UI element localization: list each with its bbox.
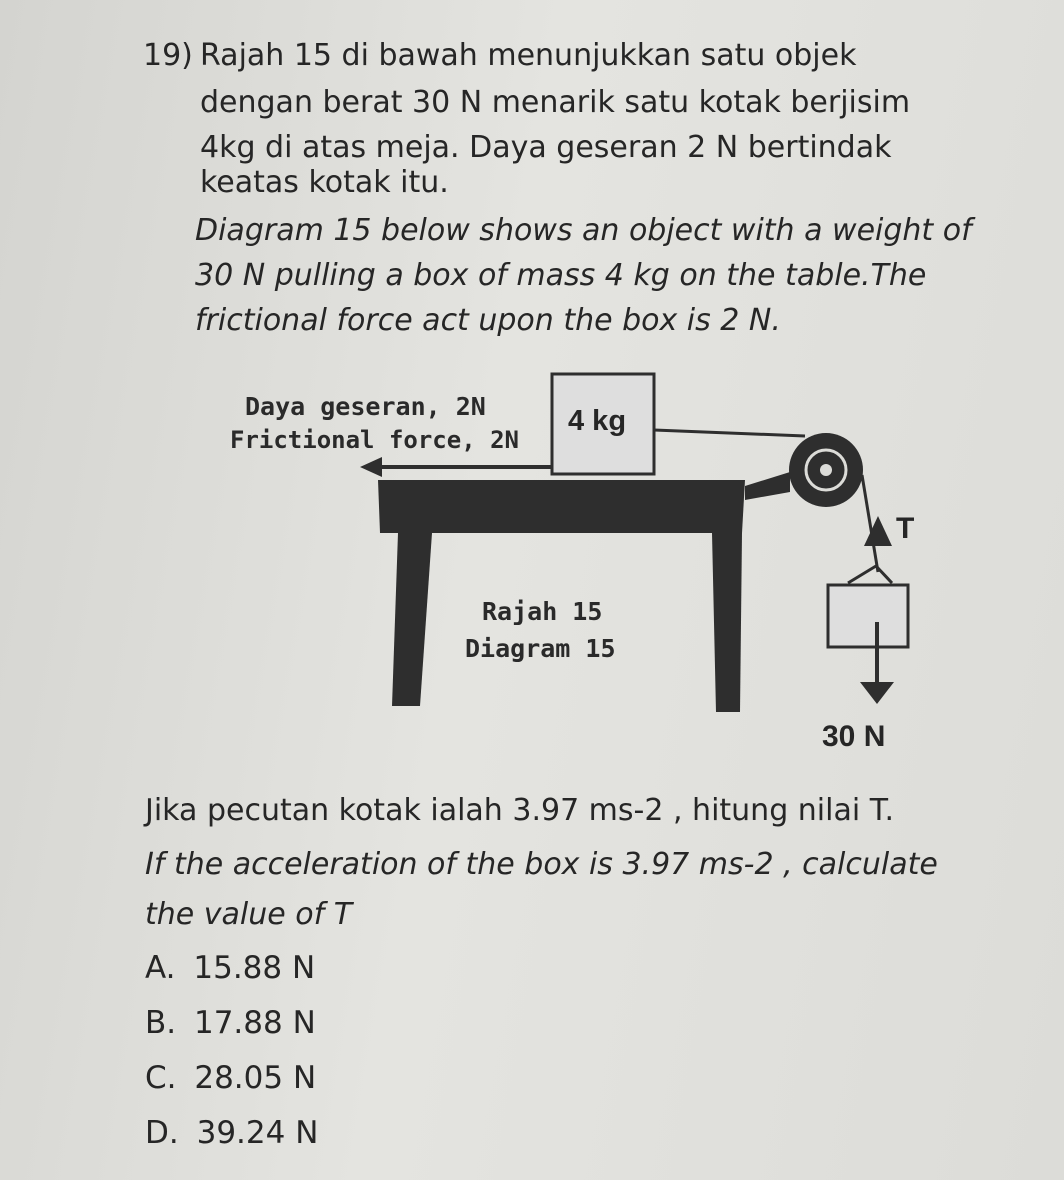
prompt-english-line-1: If the acceleration of the box is 3.97 ms-2 , calculate [145, 847, 938, 882]
diagram-caption-english: Diagram 15 [465, 634, 616, 663]
option-a[interactable] [145, 950, 315, 986]
hanger [848, 566, 892, 583]
prompt-english-line-2: the value of T [145, 897, 353, 932]
option-d-value: 39.24 N [196, 1115, 319, 1151]
option-c-letter: C. [145, 1060, 177, 1096]
hanging-mass [828, 585, 908, 647]
friction-label-malay: Daya geseran, 2N [245, 392, 486, 421]
option-c[interactable] [145, 1060, 316, 1096]
string-horizontal [654, 430, 805, 436]
table-leg-right [712, 533, 742, 712]
option-a-value: 15.88 N [193, 950, 316, 986]
question-number: 19) [143, 38, 193, 73]
option-b-value: 17.88 N [193, 1005, 316, 1041]
option-d-letter: D. [145, 1115, 179, 1151]
english-line-1: Diagram 15 below shows an object with a weight of [195, 213, 972, 248]
question-line-2: dengan berat 30 N menarik satu kotak berjisim [200, 85, 911, 120]
friction-label-english: Frictional force, 2N [230, 426, 519, 454]
prompt-malay: Jika pecutan kotak ialah 3.97 ms-2 , hitung nilai T. [145, 793, 895, 828]
box-mass-label: 4 kg [568, 405, 627, 437]
question-line-4: keatas kotak itu. [200, 165, 449, 200]
option-b-letter: B. [145, 1005, 177, 1041]
option-a-letter: A. [145, 950, 176, 986]
weight-arrow-head [860, 682, 894, 704]
table-leg-left [392, 533, 432, 706]
friction-arrow-head [360, 457, 382, 477]
english-line-3: frictional force act upon the box is 2 N. [195, 303, 781, 338]
pulley-bracket [745, 472, 790, 500]
tension-label: T [896, 512, 915, 545]
option-d[interactable] [145, 1115, 318, 1151]
question-line-3: 4kg di atas meja. Daya geseran 2 N bertindak [200, 130, 892, 165]
option-b[interactable] [145, 1005, 316, 1041]
weight-label: 30 N [822, 720, 886, 753]
diagram-caption-malay: Rajah 15 [482, 597, 603, 626]
english-line-2: 30 N pulling a box of mass 4 kg on the table.The [195, 258, 927, 293]
table-top [378, 480, 745, 533]
option-c-value: 28.05 N [194, 1060, 317, 1096]
pulley-axle [820, 464, 832, 476]
question-line-1: Rajah 15 di bawah menunjukkan satu objek [200, 38, 857, 73]
